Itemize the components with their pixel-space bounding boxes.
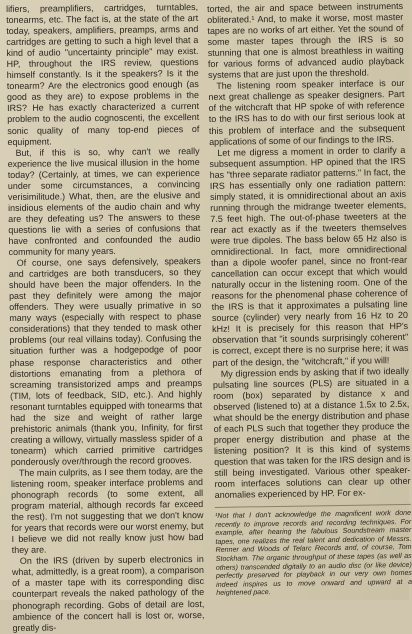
paragraph: On the IRS (driven by superb electronics in what, admittedly, is a great room), a comparison of a master tape with its corresponding disc counterpart reveals the naked pathology of the phonograph recording. Gobs of detail are lost, ambience of the concert hall is lost or, worse, greatly dis- — [11, 554, 205, 633]
paragraph: The main culprits, as I see them today, are the listening room, speaker interface problems and phonograph records (to some extent, all program material, although records far exceed the rest). I'm not suggesting that we don't know for years that records were our worst enemy, but I believe we did not really know just how bad they are. — [10, 465, 204, 556]
paragraph: My digression ends by asking that if two ideally pulsating line sources (PLS) are situated in a room (box) separated by distance x and observed (listened to) at a distance 1.5x to 2.5x, what should be the energy distribution and phase of each PLS such that together they produce the proper energy distribution and phase at the listening position? It is this kind of systems question that was taken for the IRS design and is still being investigated. Various other speaker-room interfaces solutions can clear up other anomalies experienced by HP. For ex- — [212, 365, 411, 501]
paragraph: Of course, one says defensively, speakers and cartridges are both transducers, so they should have been the major offenders. In the past they definitely were among the major offenders. They were usually primative in so many ways (especially with respect to phase considerations) that they tended to mask other problems (our real villains today). Confusing the situation further was a hodgepodge of poor phase response characteristics and other distortions emanating from a plethora of screaming transistorized amps and preamps (TIM, lots of feedback, SID, etc.). And highly resonant turntables equipped with tonearms that had the size and weight of rather large prehistoric animals (thank you, Infinity, for first creating a willowy, virtually massless spider of a tonearm) which carried primitive cartridges ponderously over/through the record grooves. — [8, 256, 203, 467]
paragraph: torted, the air and space between instruments obliterated.¹ And, to make it worse, most master tapes are no works of art either. Yet the sound of some master tapes through the IRS is so stunning that one is almost breathless in waiting for various forms of advanced audio playback systems that are just upon the threshold. — [207, 0, 405, 81]
right-column — [207, 1, 412, 596]
paragraph: Let me digress a moment in order to clarify a subsequent assumption. HP opined that the IRS has "three separate radiator patterns." In fact, the IRS has essentially only one radiation pattern: simply stated, it is omnidirectional about an axis running through the midrange tweeter elements, 7.5 feet high. The out-of-phase tweeters at the rear act exactly as if the tweeters themselves were true dipoles. The bass below 65 Hz also is omnidirectional. In fact, more omnidirectional than a dipole woofer panel, since no front-rear cancellation can occur except that which would naturally occur in the listening room. One of the reasons for the phenomenal phase coherence of the IRS is that it approximates a pulsating line source (cylinder) very nearly from 16 Hz to 20 kHz! It is precisely for this reason that HP's observation that "it sounds surprisingly coherent" is correct, except there is no surprise here; it was part of the design, the "witchcraft," if you will! — [209, 144, 409, 368]
footnote: ¹Not that I don't acknowledge the magnificent work done recently to improve records and recording techniques. For example, after hearing the fabulous Soundstream master tapes, one realizes the real talent and dedication of Messrs. Renner and Woods of Telarc Records and, of course, Tom Stockham. The organic throughput of these tapes (as well as others) transcended digitally to an audio disc (or like device) perfectly preserved for playback in our very own homes indeed inspires us to move onward and upward at a heightened pace. — [215, 504, 412, 598]
paragraph: The listening room speaker interface is our next great challenge as speaker designers. Part of the witchcraft that HP spoke of with reference to the IRS has to do with our first serious look at this problem of interface and the subsequent applications of some of our findings to the IRS. — [208, 78, 406, 147]
paragraph: lifiers, preamplifiers, cartridges, turntables, tonearms, etc. The fact is, at the state of the art today, speakers, amplifiers, preamps, arms and cartridges are getting to such a high level that a kind of audio "uncertainty principle" may exist. HP, throughout the IRS review, questions himself constantly. Is it the speakers? Is it the tonearm? Are the electronics good enough (as good as they are) to expose problems in the IRS? He has exactly characterized a current problem to the audio cognoscenti, the excellent sonic quality of many top-end pieces of equipment. — [6, 1, 200, 147]
paragraph: But, if this is so, why can't we really experience the live musical illusion in the home today? (Certainly, at times, we can experience under some circumstances, a convincing verisimilitude.) What, then, are the elusive and insidious elements of the audio chain and why are they defeating us? The answers to these questions lie with a series of confusions that have confronted and confounded the audio community for many years. — [7, 145, 201, 258]
left-column — [6, 1, 205, 633]
